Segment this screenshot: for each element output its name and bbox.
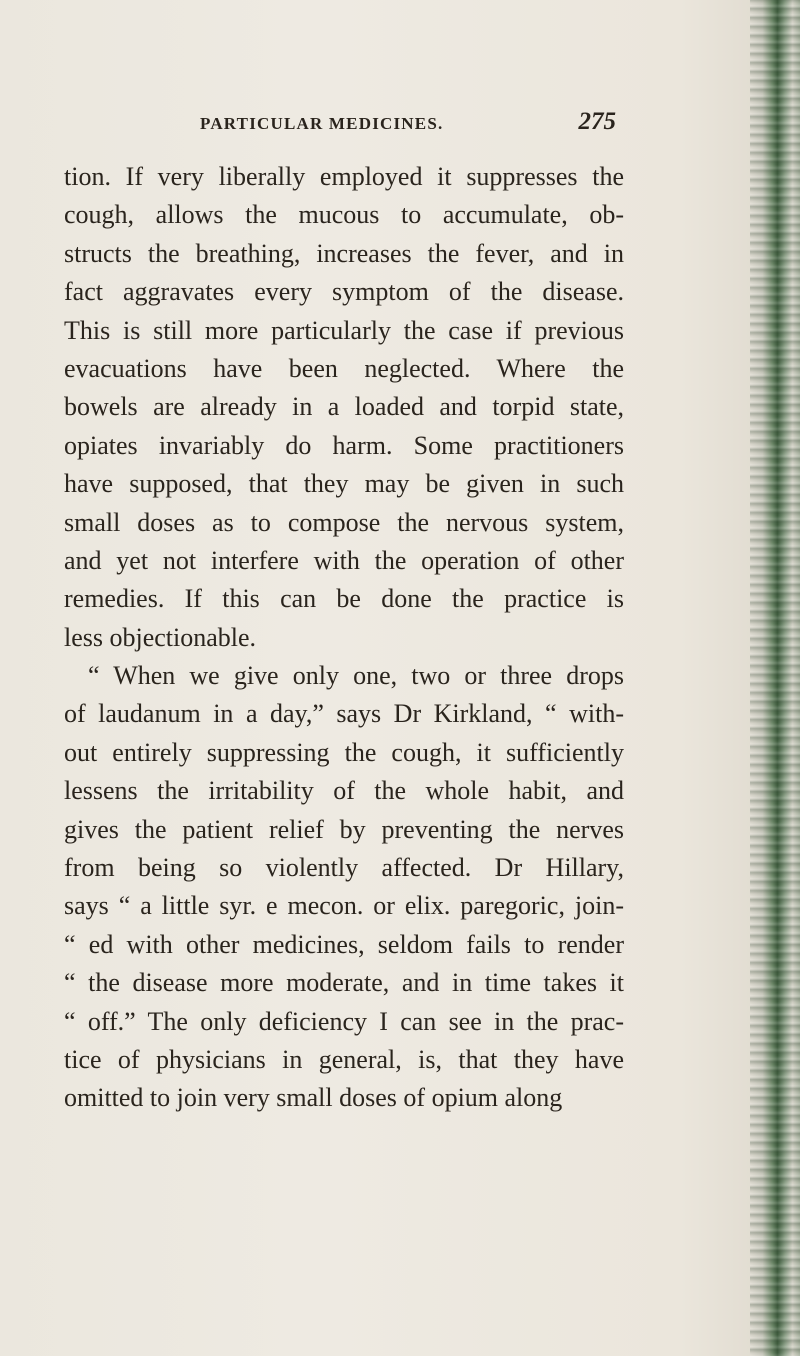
text-line: “ off.” The only deficiency I can see in the prac- xyxy=(64,1006,624,1036)
book-binding-edge xyxy=(750,0,800,1356)
text-line: out entirely suppressing the cough, it sufficiently xyxy=(64,737,624,767)
text-line: less objectionable. xyxy=(64,622,257,652)
running-head: PARTICULAR MEDICINES. xyxy=(200,114,444,133)
text-line: and yet not interfere with the operation of other xyxy=(64,545,624,575)
page-number: 275 xyxy=(578,108,616,135)
text-line: omitted to join very small doses of opium along xyxy=(64,1083,563,1113)
text-line: gives the patient relief by preventing the nerves xyxy=(64,814,624,844)
text-line: small doses as to compose the nervous system, xyxy=(64,507,624,537)
text-line: “ When we give only one, two or three drops xyxy=(88,661,624,691)
text-line: opiates invariably do harm. Some practitioners xyxy=(64,430,624,460)
text-line: tion. If very liberally employed it suppresses the xyxy=(64,162,624,191)
text-line: “ the disease more moderate, and in time takes it xyxy=(64,968,624,998)
text-line: “ ed with other medicines, seldom fails to render xyxy=(64,929,624,959)
text-line: bowels are already in a loaded and torpid state, xyxy=(64,392,624,422)
text-line: from being so violently affected. Dr Hillary, xyxy=(64,853,624,883)
text-line: have supposed, that they may be given in such xyxy=(64,469,624,499)
text-line: says “ a little syr. e mecon. or elix. paregoric, join- xyxy=(64,891,624,921)
text-line: of laudanum in a day,” says Dr Kirkland, “ with- xyxy=(64,699,624,729)
text-line: tice of physicians in general, is, that they have xyxy=(64,1044,624,1074)
text-line: evacuations have been neglected. Where the xyxy=(64,353,624,383)
text-line: structs the breathing, increases the fever, and in xyxy=(64,238,624,268)
text-line: lessens the irritability of the whole habit, and xyxy=(64,776,624,806)
page-header xyxy=(200,108,616,144)
text-line: cough, allows the mucous to accumulate, ob- xyxy=(64,200,624,230)
text-line: fact aggravates every symptom of the disease. xyxy=(64,277,624,307)
text-line: This is still more particularly the case if previous xyxy=(64,315,624,345)
text-line: remedies. If this can be done the practice is xyxy=(64,584,624,614)
body-text xyxy=(64,158,624,1118)
